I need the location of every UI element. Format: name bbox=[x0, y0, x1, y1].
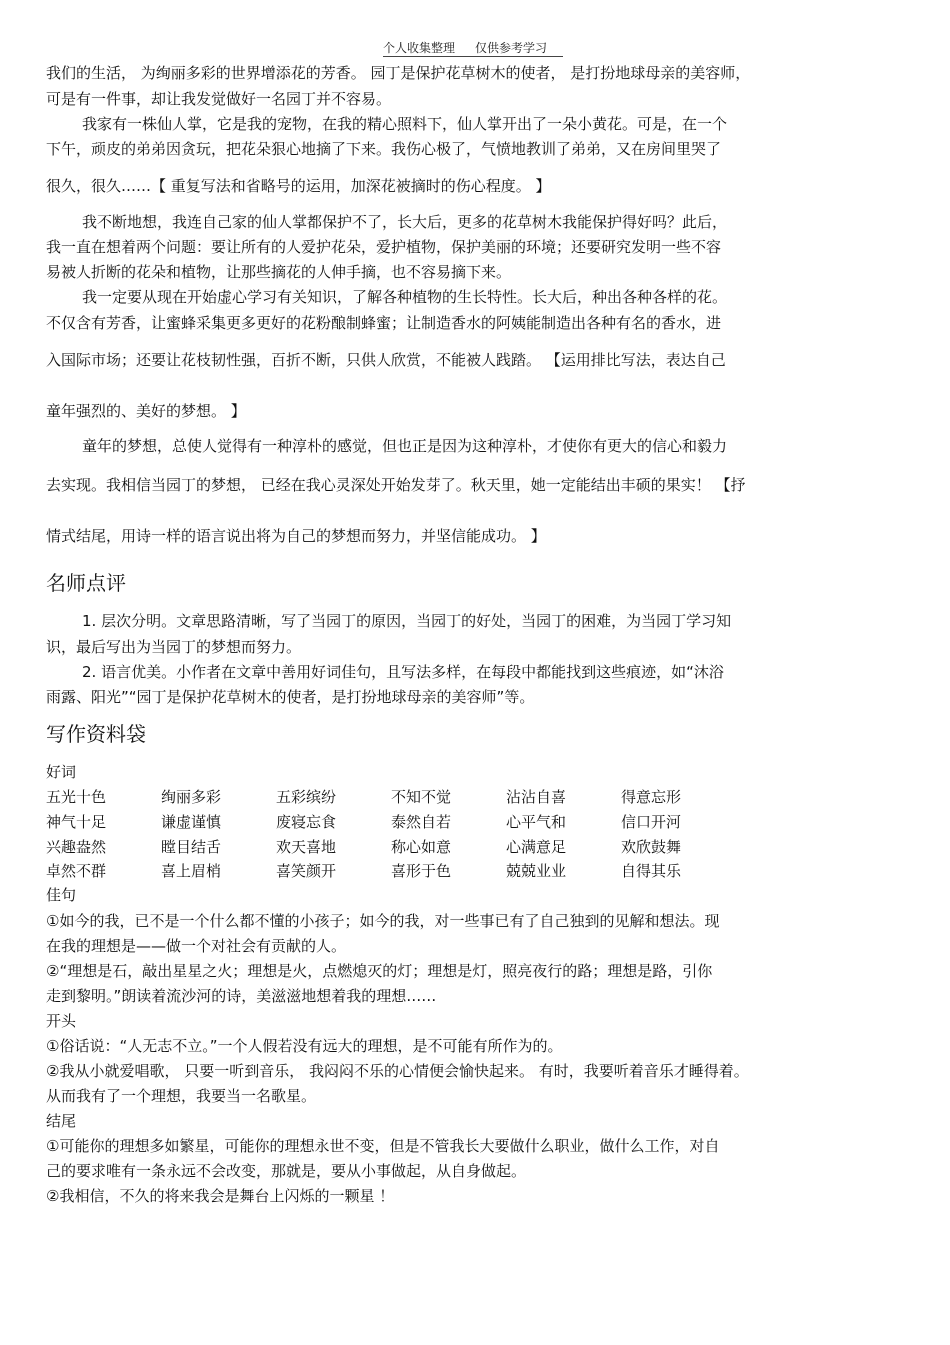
vocab-word: 兴趣盎然 bbox=[46, 838, 107, 856]
essay-line: 童年强烈的、美好的梦想。 】 bbox=[46, 402, 246, 420]
ending-line: ②我相信，不久的将来我会是舞台上闪烁的一颗星 ！ bbox=[46, 1187, 395, 1205]
vocab-word: 卓然不群 bbox=[46, 862, 107, 880]
vocab-word: 信口开河 bbox=[621, 813, 682, 831]
sentence-line: 在我的理想是——做一个对社会有贡献的人。 bbox=[46, 937, 347, 955]
page-header bbox=[383, 40, 563, 57]
vocab-word: 心平气和 bbox=[506, 813, 567, 831]
essay-line: 我家有一株仙人掌，它是我的宠物，在我的精心照料下，仙人掌开出了一朵小黄花。可是，在一个 bbox=[82, 115, 728, 133]
vocab-word: 五光十色 bbox=[46, 788, 107, 806]
sentence-line: 走到黎明。”朗读着流沙河的诗，美滋滋地想着我的理想…… bbox=[46, 987, 437, 1005]
essay-line: 易被人折断的花朵和植物，让那些摘花的人伸手摘，也不容易摘下来。 bbox=[46, 263, 512, 281]
vocab-word: 欢欣鼓舞 bbox=[621, 838, 682, 856]
vocab-word: 瞠目结舌 bbox=[161, 838, 222, 856]
vocab-word: 废寝忘食 bbox=[276, 813, 337, 831]
review-line: 1. 层次分明。文章思路清晰，写了当园丁的原因，当园丁的好处，当园丁的困难，为当园丁学习知 bbox=[82, 612, 732, 630]
vocab-word: 喜形于色 bbox=[391, 862, 452, 880]
essay-line: 我一直在想着两个问题：要让所有的人爱护花朵，爱护植物，保护美丽的环境；还要研究发明一些不容 bbox=[46, 238, 722, 256]
ending-line: 己的要求唯有一条永远不会改变，那就是，要从小事做起，从自身做起。 bbox=[46, 1162, 527, 1180]
essay-line: 我们的生活， 为绚丽多彩的世界增添花的芳香。 园丁是保护花草树木的使者， 是打扮地球母亲的美容师， bbox=[46, 64, 751, 82]
essay-line: 童年的梦想，总使人觉得有一种淳朴的感觉，但也正是因为这种淳朴，才使你有更大的信心和毅力 bbox=[82, 437, 728, 455]
vocab-word: 五彩缤纷 bbox=[276, 788, 337, 806]
vocab-word: 欢天喜地 bbox=[276, 838, 337, 856]
vocab-word: 心满意足 bbox=[506, 838, 567, 856]
vocab-word: 喜上眉梢 bbox=[161, 862, 222, 880]
vocab-word: 称心如意 bbox=[391, 838, 452, 856]
review-line: 雨露、阳光”“园丁是保护花草树木的使者，是打扮地球母亲的美容师”等。 bbox=[46, 688, 535, 706]
header-right: 仅供参考学习 bbox=[475, 41, 548, 55]
sentence-line: ①如今的我，已不是一个什么都不懂的小孩子；如今的我，对一些事已有了自己独到的见解和想法。现 bbox=[46, 912, 720, 930]
ending-label: 结尾 bbox=[46, 1112, 77, 1130]
sentence-line: ②“理想是石，敲出星星之火；理想是火，点燃熄灭的灯；理想是灯，照亮夜行的路；理想是路，引你 bbox=[46, 962, 713, 980]
opening-line: ②我从小就爱唱歌， 只要一听到音乐， 我闷闷不乐的心情便会愉快起来。 有时，我要听着音乐才睡得着。 bbox=[46, 1062, 749, 1080]
vocab-word: 绚丽多彩 bbox=[161, 788, 222, 806]
essay-line: 我不断地想，我连自己家的仙人掌都保护不了，长大后，更多的花草树木我能保护得好吗？此后， bbox=[82, 213, 728, 231]
materials-title: 写作资料袋 bbox=[46, 722, 146, 746]
essay-line: 可是有一件事，却让我发觉做好一名园丁并不容易。 bbox=[46, 90, 392, 108]
vocab-word: 自得其乐 bbox=[621, 862, 682, 880]
review-title: 名师点评 bbox=[46, 571, 126, 595]
vocab-word: 喜笑颜开 bbox=[276, 862, 337, 880]
essay-line: 不仅含有芳香，让蜜蜂采集更多更好的花粉酿制蜂蜜；让制造香水的阿姨能制造出各种有名的香水，进 bbox=[46, 314, 722, 332]
essay-line: 很久，很久……【 重复写法和省略号的运用，加深花被摘时的伤心程度。 】 bbox=[46, 177, 551, 195]
vocab-word: 沾沾自喜 bbox=[506, 788, 567, 806]
opening-line: ①俗话说：“人无志不立。”一个人假若没有远大的理想，是不可能有所作为的。 bbox=[46, 1037, 563, 1055]
essay-line: 去实现。我相信当园丁的梦想， 已经在我心灵深处开始发芽了。秋天里，她一定能结出丰硕的果实！ 【抒 bbox=[46, 476, 746, 494]
sentences-label: 佳句 bbox=[46, 886, 77, 904]
essay-line: 情式结尾，用诗一样的语言说出将为自己的梦想而努力，并坚信能成功。 】 bbox=[46, 527, 546, 545]
review-line: 2. 语言优美。小作者在文章中善用好词佳句，且写法多样，在每段中都能找到这些痕迹，如“沐浴 bbox=[82, 663, 724, 681]
vocab-word: 兢兢业业 bbox=[506, 862, 567, 880]
header-left: 个人收集整理 bbox=[383, 41, 456, 55]
words-label: 好词 bbox=[46, 763, 77, 781]
vocab-word: 神气十足 bbox=[46, 813, 107, 831]
vocab-word: 谦虚谨慎 bbox=[161, 813, 222, 831]
review-line: 识，最后写出为当园丁的梦想而努力。 bbox=[46, 638, 302, 656]
ending-line: ①可能你的理想多如繁星，可能你的理想永世不变，但是不管我长大要做什么职业，做什么工作，对自 bbox=[46, 1137, 720, 1155]
essay-line: 下午，顽皮的弟弟因贪玩，把花朵狠心地摘了下来。我伤心极了，气愤地教训了弟弟，又在房间里哭了 bbox=[46, 140, 722, 158]
essay-line: 我一定要从现在开始虚心学习有关知识，了解各种植物的生长特性。长大后，种出各种各样的花。 bbox=[82, 288, 728, 306]
opening-label: 开头 bbox=[46, 1012, 77, 1030]
vocab-word: 得意忘形 bbox=[621, 788, 682, 806]
essay-line: 入国际市场；还要让花枝韧性强，百折不断，只供人欣赏，不能被人践踏。 【运用排比写法，表达自己 bbox=[46, 351, 726, 369]
vocab-word: 泰然自若 bbox=[391, 813, 452, 831]
opening-line: 从而我有了一个理想，我要当一名歌星。 bbox=[46, 1087, 317, 1105]
vocab-word: 不知不觉 bbox=[391, 788, 452, 806]
